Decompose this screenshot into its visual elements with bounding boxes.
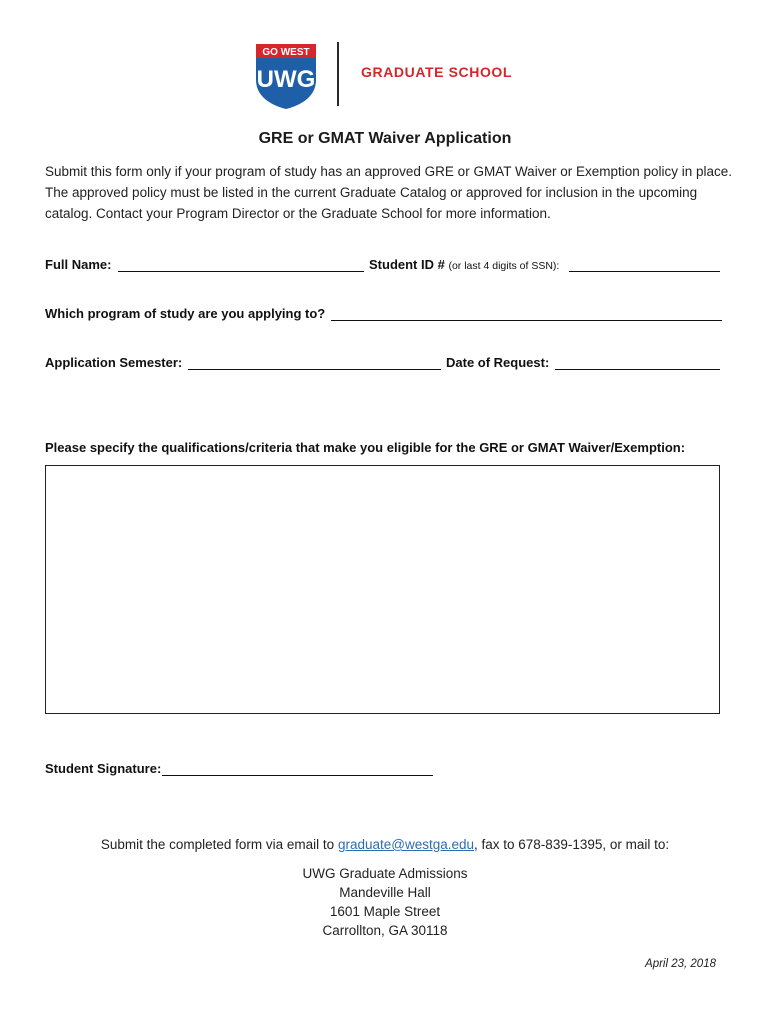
signature-label: Student Signature: (45, 761, 162, 776)
uwg-shield-logo (254, 42, 318, 110)
address-line-3: 1601 Maple Street (329, 904, 441, 919)
qualifications-prompt: Please specify the qualifications/criteria that make you eligible for the GRE or GMAT Waiver/Exemption: (45, 440, 686, 455)
logo-text: UWG (256, 66, 316, 93)
full-name-field[interactable] (118, 271, 364, 272)
intro-paragraph: Submit this form only if your program of study has an approved GRE or GMAT Waiver or Exemption policy in place. The approved policy must be listed in the current Graduate Catalog or approved for inclusion in the upcoming catalog. Contact your Program Director or the Graduate School for more information. (45, 164, 733, 221)
full-name-label: Full Name: (45, 257, 112, 272)
submission-suffix: , fax to 678-839-1395, or mail to: (474, 837, 670, 852)
program-label: Which program of study are you applying to? (45, 306, 326, 321)
date-of-request-label: Date of Request: (446, 355, 550, 370)
email-link[interactable]: graduate@westga.edu (337, 837, 475, 852)
revision-date: April 23, 2018 (645, 958, 716, 970)
signature-field[interactable] (162, 775, 433, 776)
address-line-2: Mandeville Hall (339, 885, 431, 900)
page-title: GRE or GMAT Waiver Application (258, 130, 512, 147)
program-field[interactable] (331, 320, 722, 321)
student-id-label-text: Student ID # (369, 257, 445, 272)
student-id-label (369, 257, 559, 272)
student-id-note: (or last 4 digits of SSN): (448, 260, 560, 272)
date-of-request-field[interactable] (555, 369, 720, 370)
logo-banner-text: GO WEST (262, 47, 310, 58)
semester-label: Application Semester: (45, 355, 183, 370)
header-divider (337, 42, 339, 106)
school-name: GRADUATE SCHOOL (361, 64, 513, 80)
student-id-field[interactable] (569, 271, 720, 272)
qualifications-textarea[interactable] (45, 465, 720, 714)
semester-field[interactable] (188, 369, 441, 370)
address-line-1: UWG Graduate Admissions (302, 866, 468, 881)
submission-prefix: Submit the completed form via email to (100, 837, 338, 852)
address-line-4: Carrollton, GA 30118 (322, 923, 448, 938)
submission-instructions (0, 837, 770, 852)
